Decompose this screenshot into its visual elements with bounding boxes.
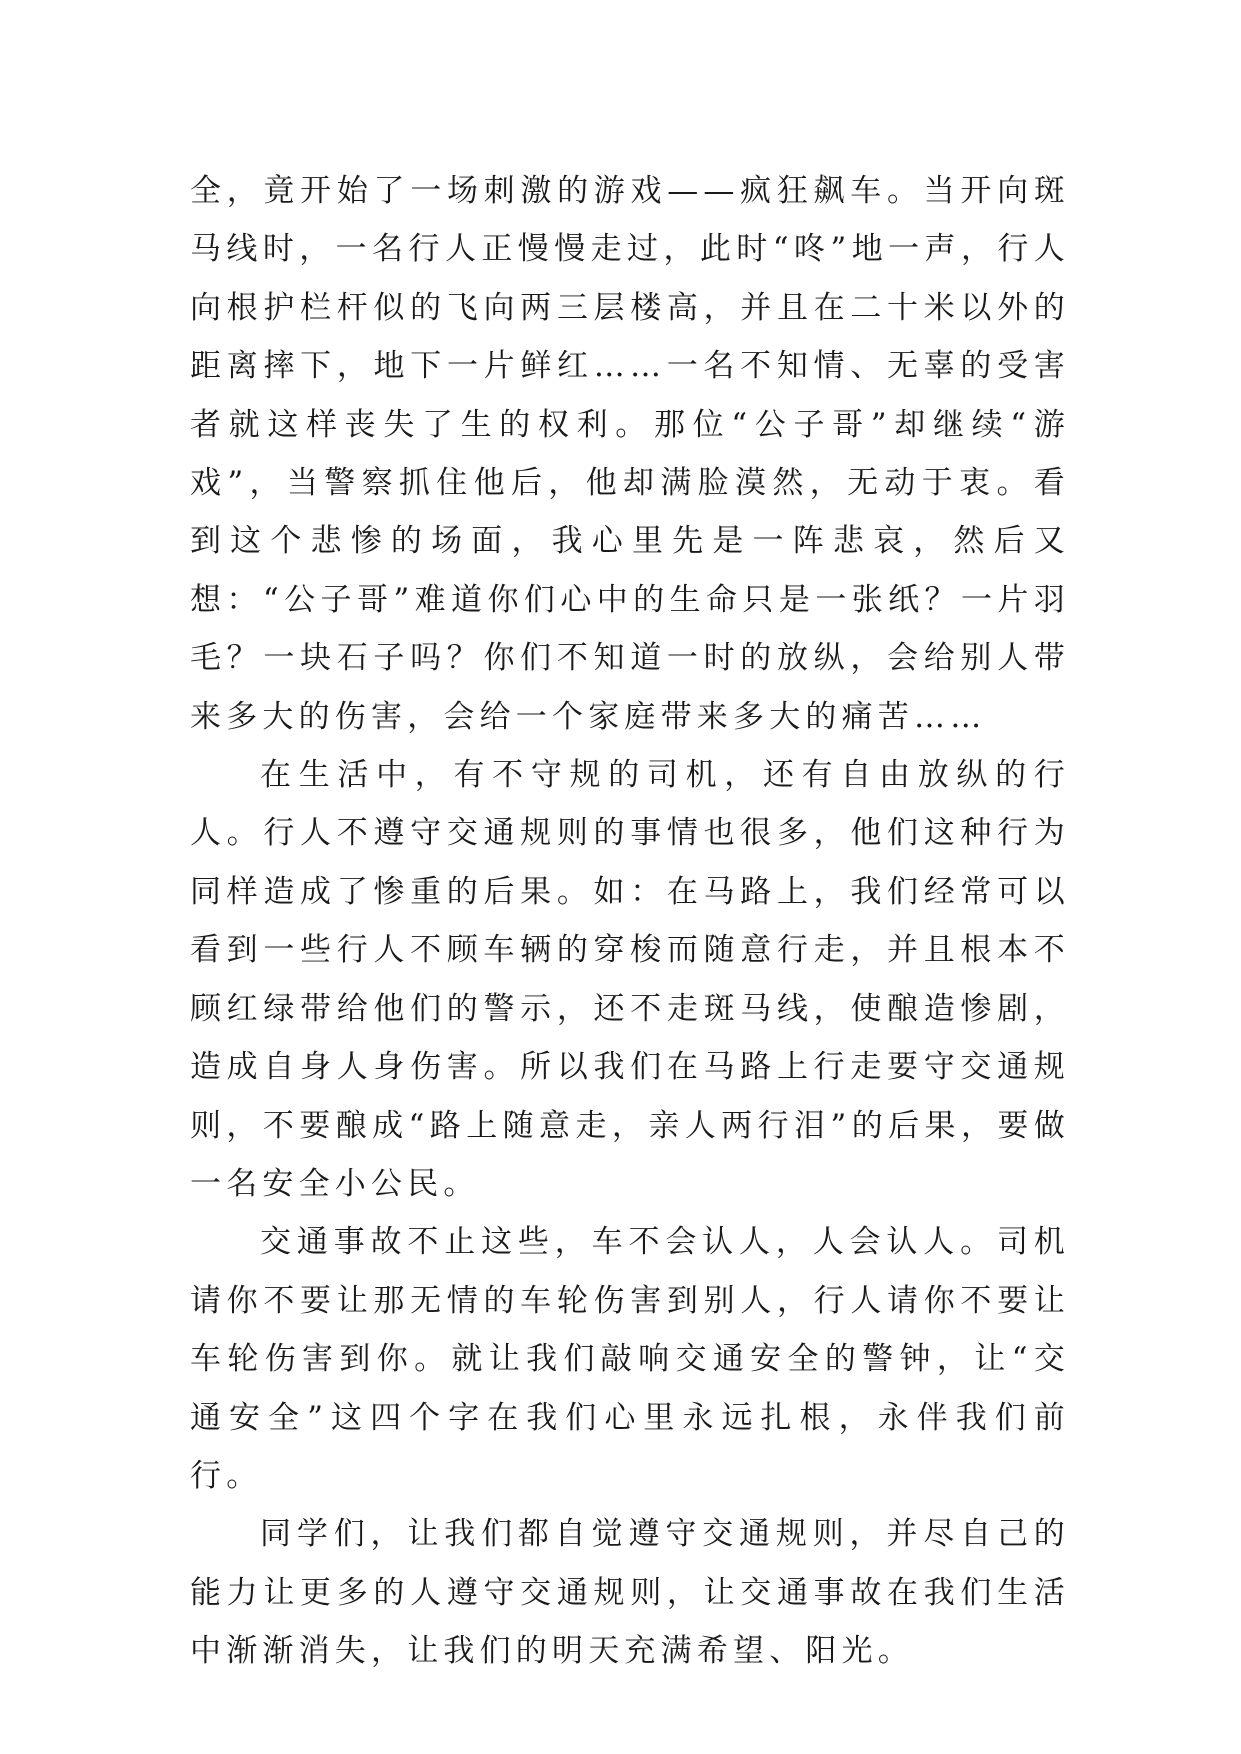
paragraph-4: 同学们，让我们都自觉遵守交通规则，并尽自己的能力让更多的人遵守交通规则，让交通事故在我们生活中渐渐消失，让我们的明天充满希望、阳光。	[190, 1516, 1070, 1670]
document-body	[190, 162, 1070, 1681]
paragraph-3: 交通事故不止这些，车不会认人，人会认人。司机请你不要让那无情的车轮伤害到别人，行人请你不要让车轮伤害到你。就让我们敲响交通安全的警钟，让“交通安全”这四个字在我们心里永远扎根，永伴我们前行。	[190, 1224, 1070, 1494]
paragraph-2: 在生活中，有不守规的司机，还有自由放纵的行人。行人不遵守交通规则的事情也很多，他们这种行为同样造成了惨重的后果。如：在马路上，我们经常可以看到一些行人不顾车辆的穿梭而随意行走，并且根本不顾红绿带给他们的警示，还不走斑马线，使酿造惨剧，造成自身人身伤害。所以我们在马路上行走要守交通规则，不要酿成“路上随意走，亲人两行泪”的后果，要做一名安全小公民。	[190, 757, 1070, 1202]
paragraph-1: 全，竟开始了一场刺激的游戏——疯狂飙车。当开向斑马线时，一名行人正慢慢走过，此时“咚”地一声，行人向根护栏杆似的飞向两三层楼高，并且在二十米以外的距离摔下，地下一片鲜红……一名不知情、无辜的受害者就这样丧失了生的权利。那位“公子哥”却继续“游戏”，当警察抓住他后，他却满脸漠然，无动于衷。看到这个悲惨的场面，我心里先是一阵悲哀，然后又想：“公子哥”难道你们心中的生命只是一张纸？一片羽毛？一块石子吗？你们不知道一时的放纵，会给别人带来多大的伤害，会给一个家庭带来多大的痛苦……	[190, 173, 1070, 735]
